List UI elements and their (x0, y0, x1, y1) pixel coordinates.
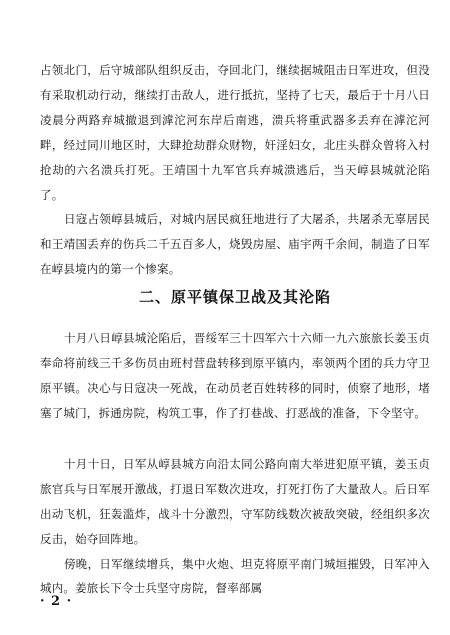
paragraph-retreat-from-guoxian: 占领北门，后守城部队组织反击，夺回北门，继续据城阻击日军进攻，但没有采取机动行动，继续打击敌人，进行抵抗，坚持了七天，最后于十月八日凌晨分两路弃城撤退到滹沱河东岸后南逃，溃兵将重武器多丢弃在滹沱河畔，经过同川地区时，大肆抢劫群众财物，奸淫妇女，北庄头群众曾将入村抢劫的六名溃兵打死。王靖国十九军官兵弃城溃逃后，当天崞县城就沦陷了。 (40, 63, 430, 202)
paragraph-evening-assault: 傍晚，日军继续增兵，集中火炮、坦克将原平南门城垣摧毁，日军冲入城内。姜旅长下令士兵坚守房院，督率部属 (40, 557, 430, 595)
page-number: · 2 · (40, 594, 73, 609)
section-heading: 二、原平镇保卫战及其沦陷 (138, 288, 331, 306)
paragraph-massacre: 日寇占领崞县城后，对城内居民疯狂地进行了大屠杀，共屠杀无辜居民和王靖国丢弃的伤兵二千五百多人，烧毁房屋、庙宇两千余间，制造了日军在崞县境内的第一个惨案。 (40, 212, 430, 276)
paragraph-battle-october-10: 十月十日，日军从崞县城方向沿太同公路向南大举进犯原平镇，姜玉贞旅官兵与日军展开激战，打退日军数次进攻，打死打伤了大量敌人。后日军出动飞机，狂轰滥炸，战斗十分激烈，守军防线数次被敌突破，经组织多次反击，始夺回阵地。 (40, 457, 430, 546)
paragraph-defense-preparation: 十月八日崞县城沦陷后，晋绥军三十四军六十六师一九六旅旅长姜玉贞奉命将前线三千多伤员由班村营盘转移到原平镇内，率领两个团的兵力守卫原平镇。决心与日寇决一死战，在动员老百姓转移的同时，侦察了地形，堵塞了城门，拆通房院，构筑工事，作了打巷战、打恶战的准备，下令坚守。 (40, 331, 430, 420)
